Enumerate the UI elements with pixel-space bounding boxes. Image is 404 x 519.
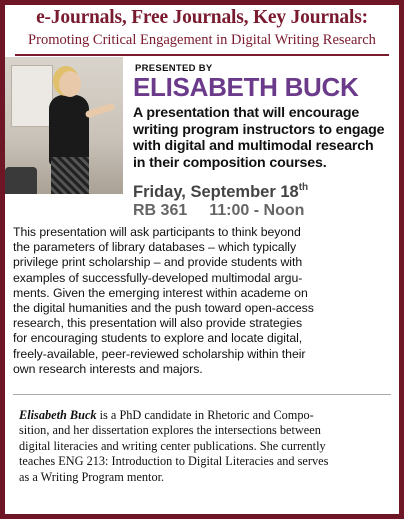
bio-line: sition, and her dissertation explores the intersections between [19, 423, 321, 438]
description-line: privilege print scholarship – and provide students with [13, 255, 303, 270]
description-line: ments. Given the emerging interest within academe on [13, 285, 308, 300]
bio-first-line-text: is a PhD candidate in Rhetoric and Compo- [96, 408, 314, 422]
flyer-title: e-Journals, Free Journals, Key Journals: [36, 7, 368, 28]
description-line: research, this presentation will also provide strategies [13, 316, 303, 331]
speaker-figure-head [59, 71, 81, 97]
event-date [133, 182, 308, 202]
speaker-name: ELISABETH BUCK [133, 72, 359, 102]
speaker-figure-body [49, 95, 89, 165]
tagline-line: writing program instructors to engage [133, 121, 385, 138]
description-line: the digital humanities and the push toward open-access [13, 301, 314, 316]
tagline-line: with digital and multimodal research [133, 138, 374, 155]
description-line: for encouraging students to explore and locate digital, [13, 331, 303, 346]
speaker-photo [5, 57, 123, 194]
whiteboard-graphic [11, 65, 53, 127]
event-date-suffix: th [298, 182, 309, 193]
event-room: RB 361 [133, 202, 188, 219]
speaker-figure-skirt [51, 157, 89, 194]
description-line: the parameters of library databases – which typically [13, 240, 297, 255]
bio-speaker-name: Elisabeth Buck [19, 408, 97, 422]
presentation-description [13, 225, 393, 377]
event-room-time [133, 202, 304, 220]
speaker-figure-arm [85, 103, 116, 119]
bio-line: digital literacies and writing center publications. She currently [19, 438, 326, 453]
title-divider [15, 54, 389, 56]
description-line: own research interests and majors. [13, 361, 203, 376]
chair-graphic [5, 167, 37, 194]
description-line: examples of successfully-developed multimodal argu- [13, 270, 303, 285]
bio-line [19, 408, 389, 423]
event-date-text: Friday, September 18 [133, 183, 299, 201]
bio-line: teaches ENG 213: Introduction to Digital Literacies and serves [19, 454, 329, 469]
section-divider [13, 394, 391, 395]
description-line: freely-available, peer-reviewed scholarship within their [13, 346, 306, 361]
flyer-subtitle: Promoting Critical Engagement in Digital Writing Research [28, 32, 376, 48]
tagline-line: in their composition courses. [133, 154, 327, 171]
event-time: 11:00 - Noon [209, 202, 305, 219]
presentation-tagline [133, 105, 397, 171]
presented-by-label: PRESENTED BY [135, 63, 213, 74]
description-line: This presentation will ask participants to think beyond [13, 225, 301, 239]
bio-line: as a Writing Program mentor. [19, 469, 165, 484]
tagline-line: A presentation that will encourage [133, 105, 360, 121]
speaker-bio [19, 408, 389, 485]
flyer-page [5, 5, 399, 514]
